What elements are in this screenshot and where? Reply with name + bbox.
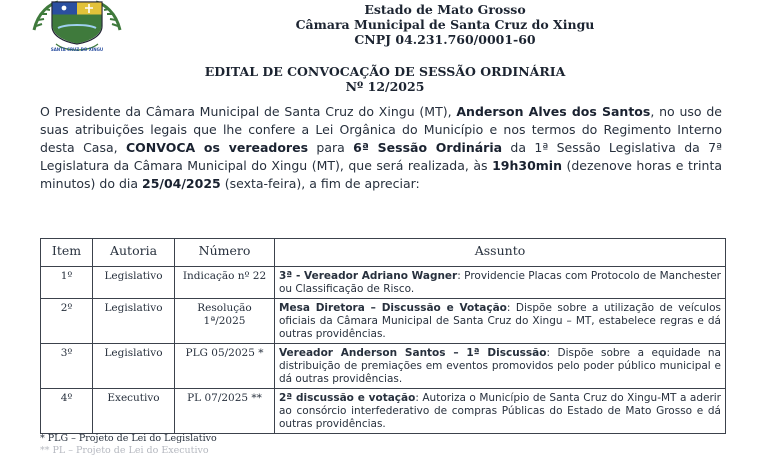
- session-date: 25/04/2025: [142, 176, 221, 191]
- row-item: 4º: [41, 389, 93, 434]
- row-numero: PL 07/2025 **: [175, 389, 275, 434]
- row-numero: Resolução 1ª/2025: [175, 299, 275, 344]
- row-autoria: Legislativo: [93, 299, 175, 344]
- header-chamber: Câmara Municipal de Santa Cruz do Xingu: [295, 17, 595, 32]
- document-header: [120, 2, 770, 47]
- row-numero: PLG 05/2025 *: [175, 344, 275, 389]
- row-assunto: [275, 299, 726, 344]
- document-title: [0, 64, 770, 94]
- table-row: [41, 344, 726, 389]
- municipal-seal-icon: [28, 0, 126, 54]
- assunto-text: : Autoriza o Município de Santa Cruz do Xingu-MT a aderir ao consórcio interfederativo de compras Públicas do Estado de Mato Grosso e dá outras providências.: [279, 392, 721, 430]
- row-item: 2º: [41, 299, 93, 344]
- title-line: EDITAL DE CONVOCAÇÃO DE SESSÃO ORDINÁRIA: [204, 64, 566, 79]
- intro-paragraph: [40, 103, 722, 193]
- row-item: 1º: [41, 267, 93, 299]
- row-numero: Indicação nº 22: [175, 267, 275, 299]
- session-time: 19h30min: [492, 158, 562, 173]
- convoca-text: CONVOCA os vereadores: [125, 140, 309, 155]
- row-assunto: [275, 344, 726, 389]
- footnote-pl: ** PL – Projeto de Lei do Executivo: [40, 445, 209, 456]
- header-cnpj: CNPJ 04.231.760/0001-60: [354, 32, 536, 47]
- row-autoria: Legislativo: [93, 267, 175, 299]
- intro-text-1: O Presidente da Câmara Municipal de Santa Cruz do Xingu (MT),: [40, 104, 457, 119]
- intro-text-4: da 1ª Sessão Legislativa da 7ª Legislatura da Câmara Municipal do Xingu (MT), que será realizada, às: [40, 140, 723, 173]
- table-row: [41, 267, 726, 299]
- assunto-text: : Dispõe sobre a utilização de veículos oficiais da Câmara Municipal de Santa Cruz do Xingu – MT, estabelece regras e dá outras providências.: [279, 302, 721, 340]
- intro-text-5: (dezenove horas e trinta minutos) do dia: [40, 158, 723, 191]
- seal-caption: SANTA CRUZ DO XINGU: [50, 47, 104, 52]
- row-item: 3º: [41, 344, 93, 389]
- intro-text-2: , no uso de suas atribuições legais que lhe confere a Lei Orgânica do Município e nos termos do Regimento Interno desta Casa,: [40, 104, 722, 155]
- assunto-heading: Vereador Anderson Santos – 1ª Discussão: [279, 347, 547, 359]
- table-row: [41, 299, 726, 344]
- assunto-text: : Dispõe sobre a equidade na distribuição de premiações em eventos promovidos pelo poder público municipal e dá outras providências.: [279, 347, 721, 385]
- intro-text-3: para: [308, 140, 354, 155]
- column-header-numero: Número: [175, 239, 275, 267]
- row-autoria: Legislativo: [93, 344, 175, 389]
- assunto-text: : Providencie Placas com Protocolo de Manchester ou Classificação de Risco.: [279, 270, 721, 295]
- column-header-assunto: Assunto: [275, 239, 726, 267]
- title-number: Nº 12/2025: [345, 79, 425, 94]
- column-header-item: Item: [41, 239, 93, 267]
- assunto-heading: 2ª discussão e votação: [279, 392, 416, 404]
- session-name: 6ª Sessão Ordinária: [353, 140, 503, 155]
- agenda-table: [40, 238, 726, 434]
- intro-text-6: (sexta-feira), a fim de apreciar:: [220, 176, 420, 191]
- header-state: Estado de Mato Grosso: [364, 2, 526, 17]
- footnote-plg: * PLG – Projeto de Lei do Legislativo: [40, 433, 217, 444]
- assunto-heading: 3ª - Vereador Adriano Wagner: [279, 270, 458, 282]
- president-name: Anderson Alves dos Santos: [456, 104, 651, 119]
- assunto-heading: Mesa Diretora – Discussão e Votação: [279, 302, 507, 314]
- row-autoria: Executivo: [93, 389, 175, 434]
- row-assunto: [275, 267, 726, 299]
- column-header-autoria: Autoria: [93, 239, 175, 267]
- table-header-row: [41, 239, 726, 267]
- table-row: [41, 389, 726, 434]
- row-assunto: [275, 389, 726, 434]
